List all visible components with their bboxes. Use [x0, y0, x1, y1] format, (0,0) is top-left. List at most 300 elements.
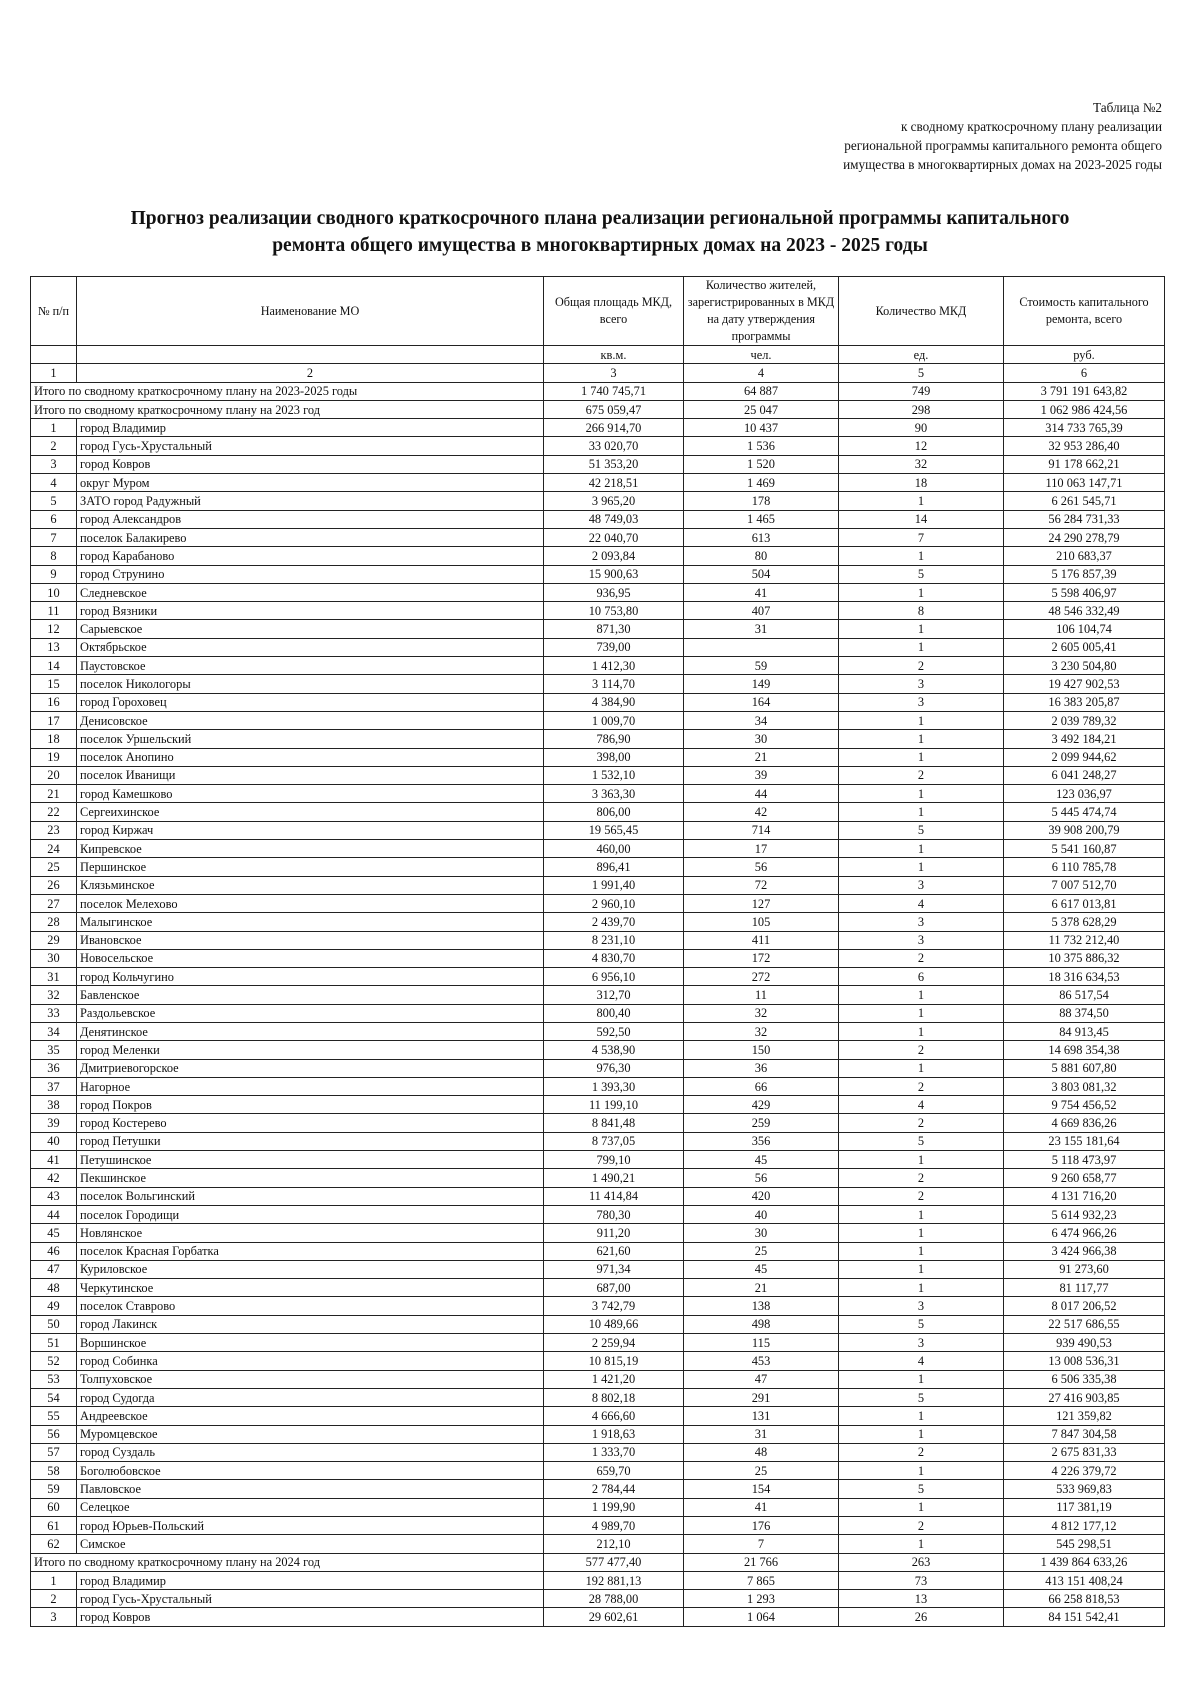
- area-value: 3 363,30: [544, 785, 684, 803]
- repair-cost: 13 008 536,31: [1004, 1352, 1165, 1370]
- area-value: 936,95: [544, 583, 684, 601]
- area-value: 1 490,21: [544, 1169, 684, 1187]
- repair-cost: 3 803 081,32: [1004, 1077, 1165, 1095]
- repair-cost: 11 732 212,40: [1004, 931, 1165, 949]
- buildings-count: 2: [839, 1041, 1004, 1059]
- area-value: 659,70: [544, 1462, 684, 1480]
- residents-value: 64 887: [684, 382, 839, 400]
- residents-value: 453: [684, 1352, 839, 1370]
- buildings-count: 1: [839, 1462, 1004, 1480]
- row-number: 59: [31, 1480, 77, 1498]
- col-header-cost: Стоимость капитального ремонта, всего: [1004, 277, 1165, 346]
- residents-value: 48: [684, 1443, 839, 1461]
- repair-cost: 91 178 662,21: [1004, 455, 1165, 473]
- unit-cell: ед.: [839, 346, 1004, 364]
- municipality-name: город Костерево: [77, 1114, 544, 1132]
- repair-cost: 4 131 716,20: [1004, 1187, 1165, 1205]
- repair-cost: 2 675 831,33: [1004, 1443, 1165, 1461]
- residents-value: 66: [684, 1077, 839, 1095]
- residents-value: 41: [684, 583, 839, 601]
- area-value: 1 532,10: [544, 766, 684, 784]
- repair-cost: 1 439 864 633,26: [1004, 1553, 1165, 1571]
- row-number: 21: [31, 785, 77, 803]
- table-row: [31, 1059, 1165, 1077]
- table-row: [31, 1498, 1165, 1516]
- row-number: 50: [31, 1315, 77, 1333]
- row-number: 35: [31, 1041, 77, 1059]
- area-value: 10 815,19: [544, 1352, 684, 1370]
- residents-value: 164: [684, 693, 839, 711]
- buildings-count: 298: [839, 400, 1004, 418]
- repair-cost: 6 110 785,78: [1004, 858, 1165, 876]
- residents-value: 149: [684, 675, 839, 693]
- area-value: 1 918,63: [544, 1425, 684, 1443]
- row-number: 28: [31, 913, 77, 931]
- header-row: [31, 277, 1165, 346]
- area-value: 687,00: [544, 1279, 684, 1297]
- table-row: [31, 894, 1165, 912]
- area-value: 1 991,40: [544, 876, 684, 894]
- buildings-count: 5: [839, 1388, 1004, 1406]
- table-row: [31, 1535, 1165, 1553]
- municipality-name: ЗАТО город Радужный: [77, 492, 544, 510]
- table-row: [31, 748, 1165, 766]
- municipality-name: Новосельское: [77, 949, 544, 967]
- area-value: 11 414,84: [544, 1187, 684, 1205]
- buildings-count: 1: [839, 1224, 1004, 1242]
- area-value: 192 881,13: [544, 1571, 684, 1589]
- residents-value: 150: [684, 1041, 839, 1059]
- buildings-count: 4: [839, 1352, 1004, 1370]
- buildings-count: 1: [839, 1022, 1004, 1040]
- buildings-count: 4: [839, 894, 1004, 912]
- row-number: 51: [31, 1334, 77, 1352]
- table-row: [31, 474, 1165, 492]
- table-row: [31, 1022, 1165, 1040]
- buildings-count: 5: [839, 1480, 1004, 1498]
- unit-cell: [31, 346, 77, 364]
- residents-value: 25: [684, 1462, 839, 1480]
- area-value: 786,90: [544, 730, 684, 748]
- municipality-name: поселок Анопино: [77, 748, 544, 766]
- repair-cost: 66 258 818,53: [1004, 1590, 1165, 1608]
- table-row: [31, 1151, 1165, 1169]
- area-value: 3 965,20: [544, 492, 684, 510]
- row-number: 7: [31, 528, 77, 546]
- buildings-count: 1: [839, 638, 1004, 656]
- col-header-count: Количество МКД: [839, 277, 1004, 346]
- residents-value: 45: [684, 1260, 839, 1278]
- buildings-count: 1: [839, 730, 1004, 748]
- table-row: [31, 419, 1165, 437]
- residents-value: 41: [684, 1498, 839, 1516]
- buildings-count: 1: [839, 1370, 1004, 1388]
- row-number: 18: [31, 730, 77, 748]
- buildings-count: 1: [839, 1407, 1004, 1425]
- residents-value: 42: [684, 803, 839, 821]
- municipality-name: Ивановское: [77, 931, 544, 949]
- residents-value: 127: [684, 894, 839, 912]
- area-value: 1 740 745,71: [544, 382, 684, 400]
- area-value: 1 412,30: [544, 657, 684, 675]
- table-row: [31, 455, 1165, 473]
- area-value: 8 841,48: [544, 1114, 684, 1132]
- residents-value: 30: [684, 1224, 839, 1242]
- area-value: 6 956,10: [544, 968, 684, 986]
- row-number: 14: [31, 657, 77, 675]
- municipality-name: город Меленки: [77, 1041, 544, 1059]
- residents-value: 32: [684, 1022, 839, 1040]
- repair-cost: 3 791 191 643,82: [1004, 382, 1165, 400]
- table-row: [31, 510, 1165, 528]
- residents-value: 7: [684, 1535, 839, 1553]
- area-value: 871,30: [544, 620, 684, 638]
- total-row: [31, 1553, 1165, 1571]
- municipality-name: Павловское: [77, 1480, 544, 1498]
- table-row: [31, 1004, 1165, 1022]
- area-value: 398,00: [544, 748, 684, 766]
- buildings-count: 1: [839, 803, 1004, 821]
- repair-cost: 5 176 857,39: [1004, 565, 1165, 583]
- residents-value: 138: [684, 1297, 839, 1315]
- table-row: [31, 1571, 1165, 1589]
- municipality-name: город Покров: [77, 1096, 544, 1114]
- residents-value: 407: [684, 602, 839, 620]
- row-number: 43: [31, 1187, 77, 1205]
- table-row: [31, 565, 1165, 583]
- residents-value: 105: [684, 913, 839, 931]
- table-row: [31, 1169, 1165, 1187]
- table-row: [31, 766, 1165, 784]
- repair-cost: 2 605 005,41: [1004, 638, 1165, 656]
- municipality-name: поселок Вольгинский: [77, 1187, 544, 1205]
- column-numbers-row: [31, 364, 1165, 382]
- repair-cost: 6 617 013,81: [1004, 894, 1165, 912]
- residents-value: 272: [684, 968, 839, 986]
- area-value: 8 802,18: [544, 1388, 684, 1406]
- table-row: [31, 1132, 1165, 1150]
- repair-cost: 24 290 278,79: [1004, 528, 1165, 546]
- buildings-count: 2: [839, 657, 1004, 675]
- row-number: 6: [31, 510, 77, 528]
- municipality-name: город Гусь-Хрустальный: [77, 1590, 544, 1608]
- residents-value: 56: [684, 858, 839, 876]
- table-row: [31, 968, 1165, 986]
- repair-cost: 413 151 408,24: [1004, 1571, 1165, 1589]
- table-row: [31, 1205, 1165, 1223]
- municipality-name: Андреевское: [77, 1407, 544, 1425]
- area-value: 19 565,45: [544, 821, 684, 839]
- municipality-name: город Ковров: [77, 455, 544, 473]
- table-body: [31, 382, 1165, 1626]
- annex-line: региональной программы капитального ремонта общего: [844, 138, 1162, 153]
- municipality-name: Петушинское: [77, 1151, 544, 1169]
- buildings-count: 2: [839, 1077, 1004, 1095]
- repair-cost: 18 316 634,53: [1004, 968, 1165, 986]
- residents-value: 1 064: [684, 1608, 839, 1626]
- area-value: 896,41: [544, 858, 684, 876]
- municipality-name: Денятинское: [77, 1022, 544, 1040]
- table-row: [31, 1096, 1165, 1114]
- buildings-count: 90: [839, 419, 1004, 437]
- buildings-count: 4: [839, 1096, 1004, 1114]
- residents-value: 429: [684, 1096, 839, 1114]
- area-value: 1 199,90: [544, 1498, 684, 1516]
- municipality-name: поселок Балакирево: [77, 528, 544, 546]
- municipality-name: Бавленское: [77, 986, 544, 1004]
- residents-value: 34: [684, 711, 839, 729]
- repair-cost: 5 445 474,74: [1004, 803, 1165, 821]
- area-value: 11 199,10: [544, 1096, 684, 1114]
- area-value: 4 830,70: [544, 949, 684, 967]
- area-value: 2 784,44: [544, 1480, 684, 1498]
- buildings-count: 5: [839, 1132, 1004, 1150]
- residents-value: 11: [684, 986, 839, 1004]
- area-value: 10 489,66: [544, 1315, 684, 1333]
- municipality-name: поселок Никологоры: [77, 675, 544, 693]
- residents-value: 613: [684, 528, 839, 546]
- area-value: 800,40: [544, 1004, 684, 1022]
- municipality-name: поселок Мелехово: [77, 894, 544, 912]
- repair-cost: 314 733 765,39: [1004, 419, 1165, 437]
- buildings-count: 2: [839, 1517, 1004, 1535]
- repair-cost: 16 383 205,87: [1004, 693, 1165, 711]
- residents-value: 21: [684, 1279, 839, 1297]
- column-number: 5: [839, 364, 1004, 382]
- residents-value: 178: [684, 492, 839, 510]
- table-row: [31, 1480, 1165, 1498]
- row-number: 39: [31, 1114, 77, 1132]
- repair-cost: 88 374,50: [1004, 1004, 1165, 1022]
- repair-cost: 5 541 160,87: [1004, 840, 1165, 858]
- repair-cost: 210 683,37: [1004, 547, 1165, 565]
- repair-cost: 91 273,60: [1004, 1260, 1165, 1278]
- buildings-count: 1: [839, 1535, 1004, 1553]
- area-value: 8 737,05: [544, 1132, 684, 1150]
- buildings-count: 1: [839, 1059, 1004, 1077]
- area-value: 911,20: [544, 1224, 684, 1242]
- buildings-count: 3: [839, 913, 1004, 931]
- municipality-name: Толпуховское: [77, 1370, 544, 1388]
- annex-line: имущества в многоквартирных домах на 2023-2025 годы: [843, 157, 1162, 172]
- residents-value: 291: [684, 1388, 839, 1406]
- buildings-count: 2: [839, 1114, 1004, 1132]
- title-line: ремонта общего имущества в многоквартирных домах на 2023 - 2025 годы: [272, 235, 928, 256]
- area-value: 2 439,70: [544, 913, 684, 931]
- municipality-name: Нагорное: [77, 1077, 544, 1095]
- row-number: 25: [31, 858, 77, 876]
- area-value: 799,10: [544, 1151, 684, 1169]
- area-value: 2 093,84: [544, 547, 684, 565]
- repair-cost: 5 118 473,97: [1004, 1151, 1165, 1169]
- row-number: 11: [31, 602, 77, 620]
- repair-cost: 4 669 836,26: [1004, 1114, 1165, 1132]
- area-value: 806,00: [544, 803, 684, 821]
- repair-cost: 121 359,82: [1004, 1407, 1165, 1425]
- column-number: 4: [684, 364, 839, 382]
- municipality-name: Першинское: [77, 858, 544, 876]
- row-number: 46: [31, 1242, 77, 1260]
- residents-value: 40: [684, 1205, 839, 1223]
- total-label: Итого по сводному краткосрочному плану на 2023-2025 годы: [31, 382, 544, 400]
- area-value: 4 384,90: [544, 693, 684, 711]
- repair-cost: 9 754 456,52: [1004, 1096, 1165, 1114]
- residents-value: 45: [684, 1151, 839, 1169]
- repair-cost: 14 698 354,38: [1004, 1041, 1165, 1059]
- repair-cost: 939 490,53: [1004, 1334, 1165, 1352]
- residents-value: 1 465: [684, 510, 839, 528]
- municipality-name: поселок Иванищи: [77, 766, 544, 784]
- row-number: 53: [31, 1370, 77, 1388]
- table-row: [31, 1187, 1165, 1205]
- area-value: 28 788,00: [544, 1590, 684, 1608]
- repair-cost: 22 517 686,55: [1004, 1315, 1165, 1333]
- municipality-name: город Киржач: [77, 821, 544, 839]
- municipality-name: город Владимир: [77, 1571, 544, 1589]
- residents-value: 31: [684, 620, 839, 638]
- repair-cost: 4 812 177,12: [1004, 1517, 1165, 1535]
- residents-value: 1 536: [684, 437, 839, 455]
- annex-block: [843, 98, 1162, 174]
- row-number: 36: [31, 1059, 77, 1077]
- municipality-name: Кипревское: [77, 840, 544, 858]
- row-number: 56: [31, 1425, 77, 1443]
- buildings-count: 2: [839, 1443, 1004, 1461]
- table-row: [31, 785, 1165, 803]
- municipality-name: поселок Уршельский: [77, 730, 544, 748]
- buildings-count: 7: [839, 528, 1004, 546]
- repair-cost: 106 104,74: [1004, 620, 1165, 638]
- row-number: 4: [31, 474, 77, 492]
- municipality-name: Сарыевское: [77, 620, 544, 638]
- area-value: 780,30: [544, 1205, 684, 1223]
- municipality-name: город Камешково: [77, 785, 544, 803]
- row-number: 3: [31, 1608, 77, 1626]
- row-number: 32: [31, 986, 77, 1004]
- units-row: [31, 346, 1165, 364]
- area-value: 2 259,94: [544, 1334, 684, 1352]
- row-number: 16: [31, 693, 77, 711]
- table-row: [31, 583, 1165, 601]
- row-number: 9: [31, 565, 77, 583]
- municipality-name: город Суздаль: [77, 1443, 544, 1461]
- table-row: [31, 437, 1165, 455]
- residents-value: 1 469: [684, 474, 839, 492]
- row-number: 2: [31, 1590, 77, 1608]
- area-value: 577 477,40: [544, 1553, 684, 1571]
- buildings-count: 1: [839, 547, 1004, 565]
- buildings-count: 1: [839, 748, 1004, 766]
- column-number: 6: [1004, 364, 1165, 382]
- area-value: 3 114,70: [544, 675, 684, 693]
- row-number: 47: [31, 1260, 77, 1278]
- area-value: 2 960,10: [544, 894, 684, 912]
- table-row: [31, 1388, 1165, 1406]
- residents-value: 356: [684, 1132, 839, 1150]
- col-header-name: Наименование МО: [77, 277, 544, 346]
- residents-value: 7 865: [684, 1571, 839, 1589]
- area-value: 1 421,20: [544, 1370, 684, 1388]
- residents-value: 17: [684, 840, 839, 858]
- area-value: 971,34: [544, 1260, 684, 1278]
- title-line: Прогноз реализации сводного краткосрочного плана реализации региональной программы капитального: [130, 208, 1070, 229]
- repair-cost: 545 298,51: [1004, 1535, 1165, 1553]
- municipality-name: Денисовское: [77, 711, 544, 729]
- buildings-count: 18: [839, 474, 1004, 492]
- table-row: [31, 986, 1165, 1004]
- repair-cost: 533 969,83: [1004, 1480, 1165, 1498]
- area-value: 1 009,70: [544, 711, 684, 729]
- buildings-count: 2: [839, 949, 1004, 967]
- row-number: 40: [31, 1132, 77, 1150]
- repair-cost: 3 492 184,21: [1004, 730, 1165, 748]
- residents-value: 21: [684, 748, 839, 766]
- residents-value: 259: [684, 1114, 839, 1132]
- table-row: [31, 1608, 1165, 1626]
- row-number: 24: [31, 840, 77, 858]
- table-row: [31, 858, 1165, 876]
- residents-value: 714: [684, 821, 839, 839]
- row-number: 13: [31, 638, 77, 656]
- buildings-count: 5: [839, 821, 1004, 839]
- buildings-count: 1: [839, 986, 1004, 1004]
- unit-cell: руб.: [1004, 346, 1165, 364]
- row-number: 12: [31, 620, 77, 638]
- table-row: [31, 602, 1165, 620]
- area-value: 621,60: [544, 1242, 684, 1260]
- repair-cost: 23 155 181,64: [1004, 1132, 1165, 1150]
- row-number: 45: [31, 1224, 77, 1242]
- municipality-name: город Петушки: [77, 1132, 544, 1150]
- residents-value: 420: [684, 1187, 839, 1205]
- row-number: 57: [31, 1443, 77, 1461]
- table-row: [31, 1041, 1165, 1059]
- buildings-count: 26: [839, 1608, 1004, 1626]
- municipality-name: Боголюбовское: [77, 1462, 544, 1480]
- row-number: 31: [31, 968, 77, 986]
- table-row: [31, 730, 1165, 748]
- repair-cost: 5 378 628,29: [1004, 913, 1165, 931]
- col-header-residents: Количество жителей, зарегистрированных в МКД на дату утверждения программы: [684, 277, 839, 346]
- repair-cost: 6 261 545,71: [1004, 492, 1165, 510]
- residents-value: 115: [684, 1334, 839, 1352]
- municipality-name: Клязьминское: [77, 876, 544, 894]
- row-number: 37: [31, 1077, 77, 1095]
- buildings-count: 1: [839, 620, 1004, 638]
- repair-cost: 10 375 886,32: [1004, 949, 1165, 967]
- total-label: Итого по сводному краткосрочному плану на 2023 год: [31, 400, 544, 418]
- row-number: 2: [31, 437, 77, 455]
- municipality-name: Симское: [77, 1535, 544, 1553]
- table-row: [31, 547, 1165, 565]
- buildings-count: 13: [839, 1590, 1004, 1608]
- municipality-name: Пекшинское: [77, 1169, 544, 1187]
- buildings-count: 1: [839, 1205, 1004, 1223]
- buildings-count: 12: [839, 437, 1004, 455]
- buildings-count: 1: [839, 858, 1004, 876]
- row-number: 26: [31, 876, 77, 894]
- total-row: [31, 382, 1165, 400]
- area-value: 976,30: [544, 1059, 684, 1077]
- buildings-count: 263: [839, 1553, 1004, 1571]
- table-row: [31, 1352, 1165, 1370]
- residents-value: 44: [684, 785, 839, 803]
- buildings-count: 749: [839, 382, 1004, 400]
- buildings-count: 2: [839, 766, 1004, 784]
- area-value: 3 742,79: [544, 1297, 684, 1315]
- document-title: [30, 205, 1170, 259]
- buildings-count: 1: [839, 1498, 1004, 1516]
